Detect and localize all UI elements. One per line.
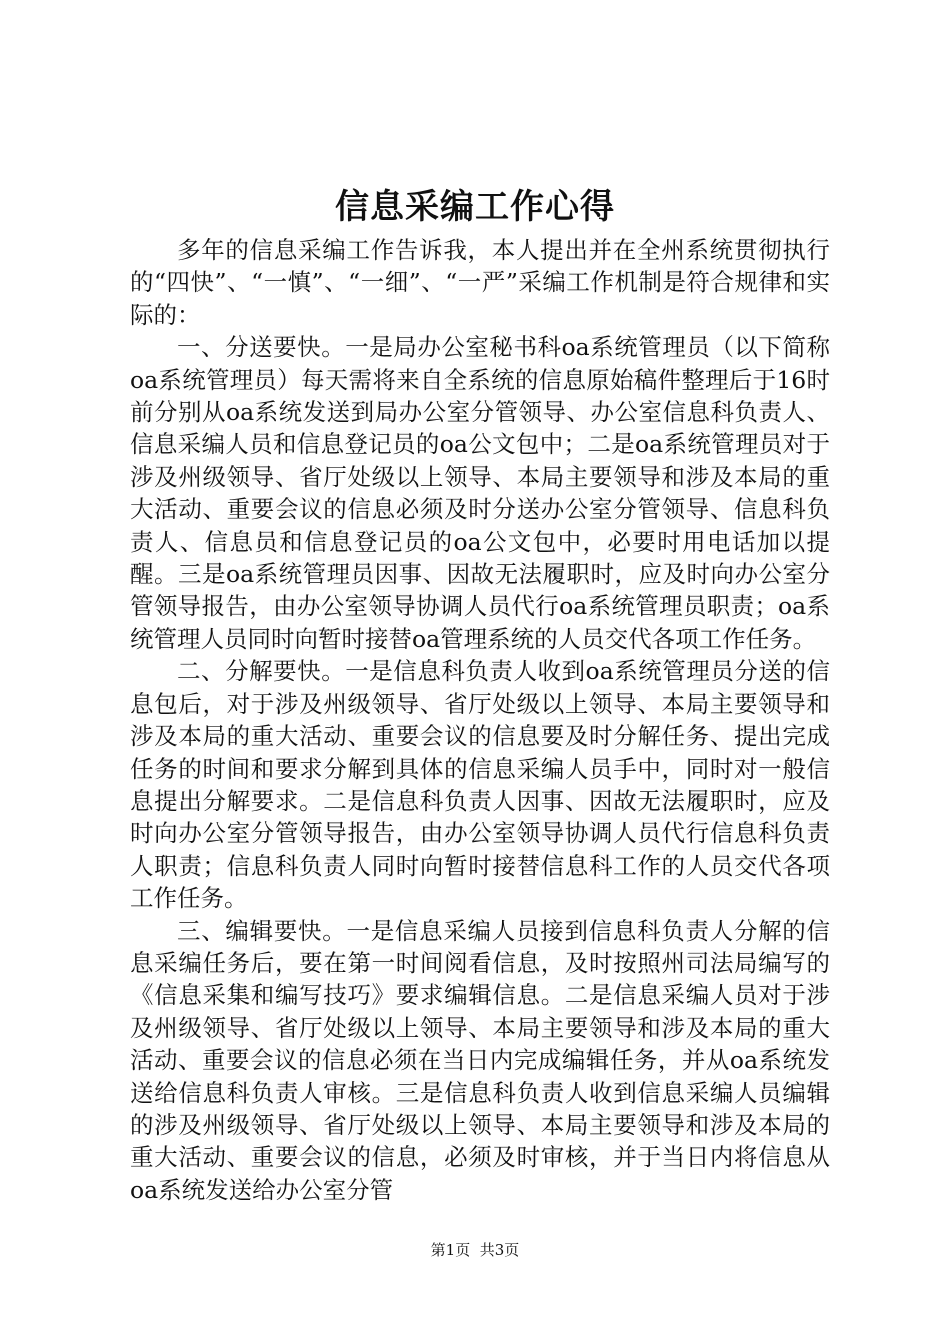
document-title: 信息采编工作心得 xyxy=(335,187,615,227)
paragraph-section-3: 三、编辑要快。一是信息采编人员接到信息科负责人分解的信息采编任务后，要在第一时间阅看信息，及时按照州司法局编写的《信息采集和编写技巧》要求编辑信息。二是信息采编人员对于涉及州级领导、省厅处级以上领导、本局主要领导和涉及本局的重大活动、重要会议的信息必须在当日内完成编辑任务，并从oa系统发送给信息科负责人审核。三是信息科负责人收到信息采编人员编辑的涉及州级领导、省厅处级以上领导、本局主要领导和涉及本局的重大活动、重要会议的信息，必须及时审核，并于当日内将信息从oa系统发送给办公室分管 xyxy=(130,916,830,1204)
paragraph-intro: 多年的信息采编工作告诉我，本人提出并在全州系统贯彻执行的“四快”、“一慎”、“一细”、“一严”采编工作机制是符合规律和实际的： xyxy=(130,236,830,329)
page-footer xyxy=(0,1240,950,1260)
page-total: 共3页 xyxy=(479,1241,520,1259)
paragraph-section-1: 一、分送要快。一是局办公室秘书科oa系统管理员（以下简称oa系统管理员）每天需将来自全系统的信息原始稿件整理后于16时前分别从oa系统发送到局办公室分管领导、办公室信息科负责人、信息采编人员和信息登记员的oa公文包中；二是oa系统管理员对于涉及州级领导、省厅处级以上领导、本局主要领导和涉及本局的重大活动、重要会议的信息必须及时分送办公室分管领导、信息科负责人、信息员和信息登记员的oa公文包中，必要时用电话加以提醒。三是oa系统管理员因事、因故无法履职时，应及时向办公室分管领导报告，由办公室领导协调人员代行oa系统管理员职责；oa系统管理人员同时向暂时接替oa管理系统的人员交代各项工作任务。 xyxy=(130,333,830,653)
document-body xyxy=(130,234,830,1206)
page-number: 第1页 xyxy=(430,1241,471,1259)
paragraph-section-2: 二、分解要快。一是信息科负责人收到oa系统管理员分送的信息包后，对于涉及州级领导、省厅处级以上领导、本局主要领导和涉及本局的重大活动、重要会议的信息要及时分解任务、提出完成任务的时间和要求分解到具体的信息采编人员手中，同时对一般信息提出分解要求。二是信息科负责人因事、因故无法履职时，应及时向办公室分管领导报告，由办公室领导协调人员代行信息科负责人职责；信息科负责人同时向暂时接替信息科工作的人员交代各项工作任务。 xyxy=(130,657,830,913)
